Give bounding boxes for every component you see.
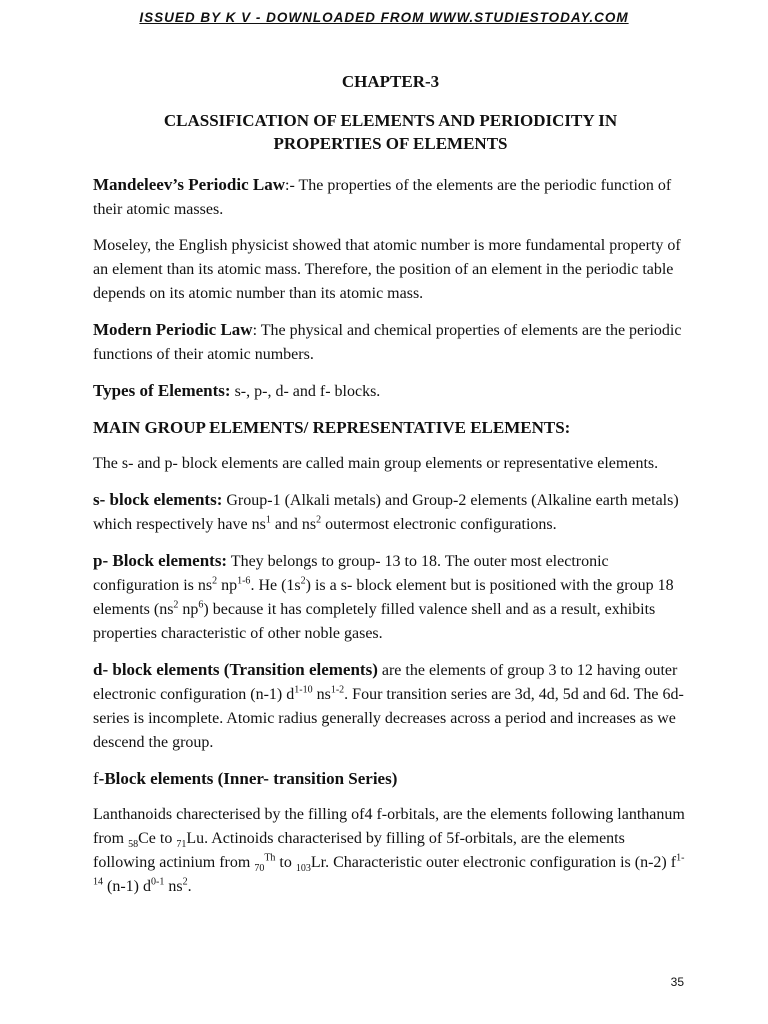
f-block-heading-text: -Block elements (Inner- transition Series) (98, 769, 398, 788)
p-block-text: They belongs to group- 13 to 18. The outer most electronic configuration is ns (93, 553, 609, 594)
f-block-text: Lu. Actinoids characterised by filling of 5f-orbitals, are the elements following actinium from (93, 830, 625, 871)
p-block-text: ) because it has completely filled valence shell and as a result, exhibits properties characteristic of other noble gases. (93, 601, 656, 642)
d-block-text: . Four transition series are 3d, 4d, 5d and 6d. The 6d- series is incomplete. Atomic radius generally decreases across a period and increases as we descend the group. (93, 686, 684, 751)
title-line-2: PROPERTIES OF ELEMENTS (273, 134, 508, 153)
superscript: 2 (316, 514, 322, 526)
moseley-paragraph: Moseley, the English physicist showed that atomic number is more fundamental property of an element than its atomic mass. Therefore, the position of an element in the periodic table depends on its atomic number than its atomic mass. (93, 237, 681, 302)
superscript: 2 (173, 599, 179, 611)
superscript: 2 (300, 575, 306, 587)
mandeleev-label: Mandeleev’s Periodic Law (93, 175, 285, 194)
d-block-label: d- block elements (Transition elements) (93, 660, 378, 679)
superscript: 6 (198, 599, 204, 611)
f-block-text: Ce to (138, 830, 177, 847)
subscript: 58 (128, 839, 139, 851)
types-label: Types of Elements: (93, 381, 231, 400)
subscript: 70 (254, 863, 265, 875)
d-block-text: are the elements of group 3 to 12 having outer electronic configuration (n-1) d (93, 662, 678, 703)
s-block-text: and ns (270, 516, 317, 533)
superscript: 2 (212, 575, 218, 587)
subscript: 103 (295, 863, 311, 875)
download-header (0, 10, 768, 25)
superscript: 1-14 (93, 852, 685, 888)
f-block-text: (n-1) d (103, 878, 151, 895)
f-block-text: Lanthanoids charecterised by the filling of4 f-orbitals, are the elements following lanthanum from (93, 806, 685, 847)
main-group-heading: MAIN GROUP ELEMENTS/ REPRESENTATIVE ELEMENTS: (93, 418, 571, 437)
d-block-text: ns (312, 686, 331, 703)
modern-law-text: : The physical and chemical properties of elements are the periodic functions of their atomic numbers. (93, 322, 682, 363)
types-text: s-, p-, d- and f- blocks. (230, 383, 381, 400)
types-paragraph (93, 379, 688, 404)
title-line-1: CLASSIFICATION OF ELEMENTS AND PERIODICITY IN (163, 111, 618, 130)
superscript: 1-6 (237, 575, 251, 587)
p-block-text: . He (1s (250, 577, 301, 594)
chapter-label: CHAPTER-3 (341, 72, 440, 91)
header-text: ISSUED BY K V - DOWNLOADED FROM WWW.STUDIESTODAY.COM (139, 10, 629, 25)
mandeleev-text: :- The properties of the elements are the periodic function of their atomic masses. (93, 177, 672, 218)
f-block-heading-f: f (93, 769, 99, 788)
superscript: 1 (265, 514, 271, 526)
p-block-label: p- Block elements: (93, 551, 228, 570)
mandeleev-paragraph (93, 173, 688, 222)
p-block-text: np (178, 601, 199, 618)
main-group-paragraph: The s- and p- block elements are called main group elements or representative elements. (93, 455, 659, 472)
s-block-text: outermost electronic configurations. (321, 516, 557, 533)
f-block-text: ns (164, 878, 183, 895)
superscript: 1-10 (294, 684, 313, 696)
page-number: 35 (670, 975, 684, 989)
f-block-text: Lr. Characteristic outer electronic configuration is (n-2) f (310, 854, 677, 871)
superscript: 2 (182, 876, 188, 888)
modern-law-paragraph (93, 318, 688, 367)
p-block-paragraph (93, 549, 688, 646)
chapter-title (93, 109, 688, 155)
subscript: 71 (176, 839, 187, 851)
f-block-paragraph (93, 803, 688, 899)
f-block-text: to (275, 854, 296, 871)
superscript: 1-2 (330, 684, 345, 696)
s-block-paragraph (93, 488, 688, 537)
p-block-text: np (217, 577, 238, 594)
s-block-label: s- block elements: (93, 490, 223, 509)
modern-law-label: Modern Periodic Law (93, 320, 253, 339)
f-block-text: . (187, 878, 192, 895)
superscript: 0-1 (150, 876, 165, 888)
s-block-text: Group-1 (Alkali metals) and Group-2 elements (Alkaline earth metals) which respectively have ns (93, 492, 679, 533)
d-block-paragraph (93, 658, 688, 755)
f-block-heading (93, 767, 688, 791)
document-page (93, 72, 688, 911)
p-block-text: ) is a s- block element but is positioned with the group 18 elements (ns (93, 577, 674, 618)
superscript: Th (264, 852, 276, 864)
